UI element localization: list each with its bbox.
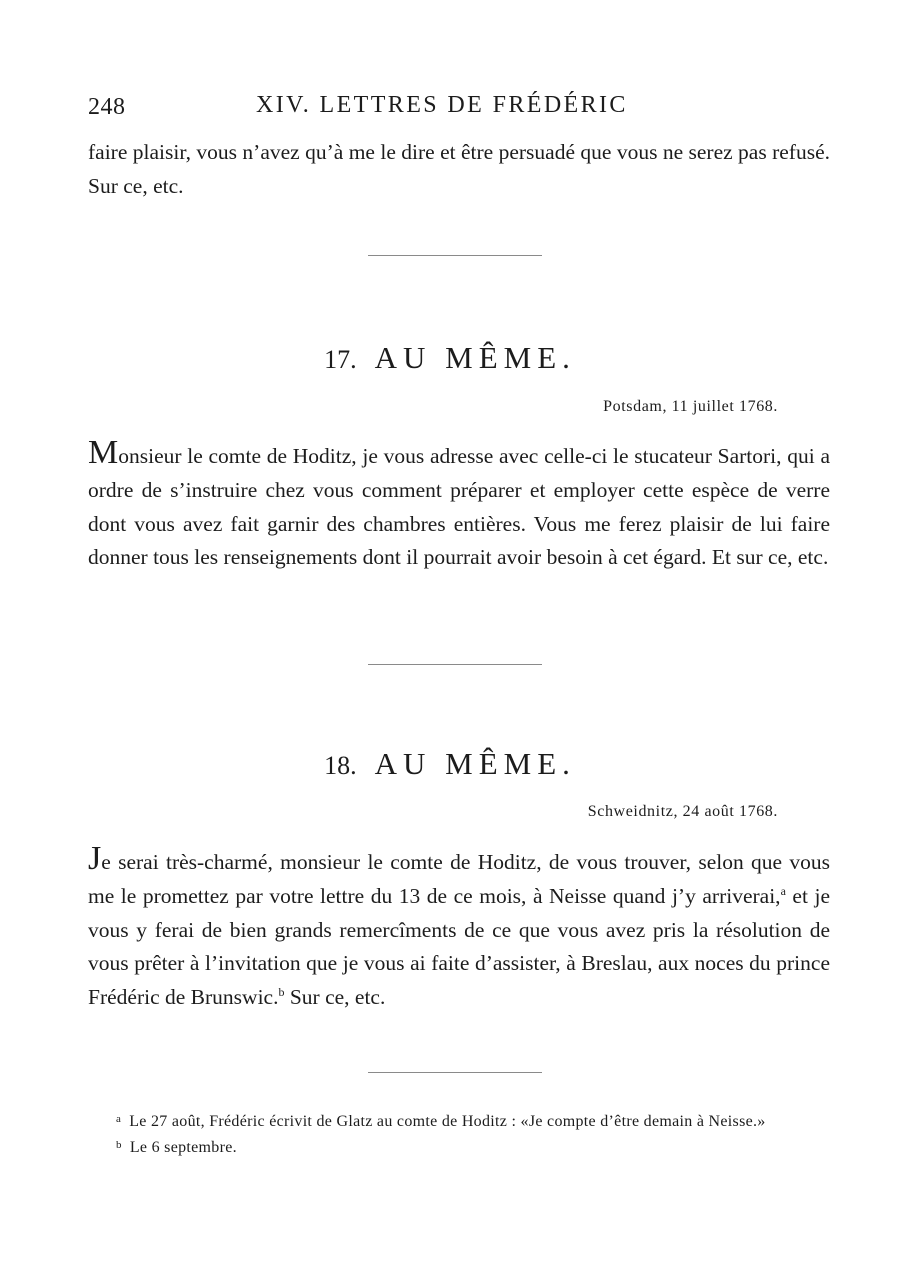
footnote-b-text: Le 6 septembre. (129, 1139, 237, 1156)
footnote-a-text: Le 27 août, Frédéric écrivit de Glatz au comte de Hoditz : «Je compte d’être demain à Neisse.» (129, 1113, 766, 1130)
letter-18-addressee: AU MÊME. (374, 746, 576, 781)
letter-18-dropcap: J (88, 840, 102, 877)
letter-17-heading (0, 340, 900, 376)
letter-17-text: onsieur le comte de Hoditz, je vous adresse avec celle-ci le stucateur Sartori, qui a ordre de s’instruire chez vous comment préparer et employer cette espèce de verre dont vous avez fait garnir des chambres entières. Vous me ferez plaisir de lui faire donner tous les renseignements dont il pourrait avoir besoin à cet égard. Et sur ce, etc. (88, 444, 830, 570)
footnote-b (88, 1134, 830, 1159)
section-divider (368, 1072, 542, 1073)
running-title: XIV. LETTRES DE FRÉDÉRIC (256, 92, 628, 118)
carryover-paragraph: faire plaisir, vous n’avez qu’à me le dire et être persuadé que vous ne serez pas refusé. Sur ce, etc. (88, 140, 830, 198)
section-divider (368, 664, 542, 665)
footnote-a (88, 1108, 830, 1133)
letter-18-dateline: Schweidnitz, 24 août 1768. (587, 803, 778, 820)
letter-18-body (88, 842, 830, 1015)
letter-17-dateline: Potsdam, 11 juillet 1768. (603, 398, 778, 415)
letter-18-heading (0, 746, 900, 782)
letter-18-number: 18. (324, 751, 357, 780)
letter-17-number: 17. (324, 345, 357, 374)
page-number: 248 (88, 94, 126, 120)
footnotes (88, 1108, 830, 1159)
section-divider (368, 255, 542, 256)
letter-18-text-part2: et je vous y ferai de bien grands remercîments de ce que vous avez pris la résolution de vous prêter à l’invitation que je vous ai faite d’assister, à Breslau, aux noces du prince Frédéric de Brunswic. (88, 883, 830, 1010)
letter-17-body (88, 436, 830, 575)
footnote-ref-b[interactable]: b (278, 985, 285, 1000)
letter-18-text-part1: e serai très-charmé, monsieur le comte de Hoditz, de vous trouver, selon que vous me le promettez par votre lettre du 13 de ce mois, à Neisse quand j’y arriverai, (88, 850, 830, 908)
letter-17-addressee: AU MÊME. (374, 340, 576, 375)
letter-18-text-part3: Sur ce, etc. (284, 985, 386, 1010)
footnote-b-mark: b (116, 1139, 122, 1151)
footnote-a-mark: a (116, 1113, 122, 1125)
letter-17-dropcap: M (88, 434, 119, 471)
footnote-ref-a[interactable]: a (780, 883, 786, 898)
running-head (88, 88, 828, 128)
